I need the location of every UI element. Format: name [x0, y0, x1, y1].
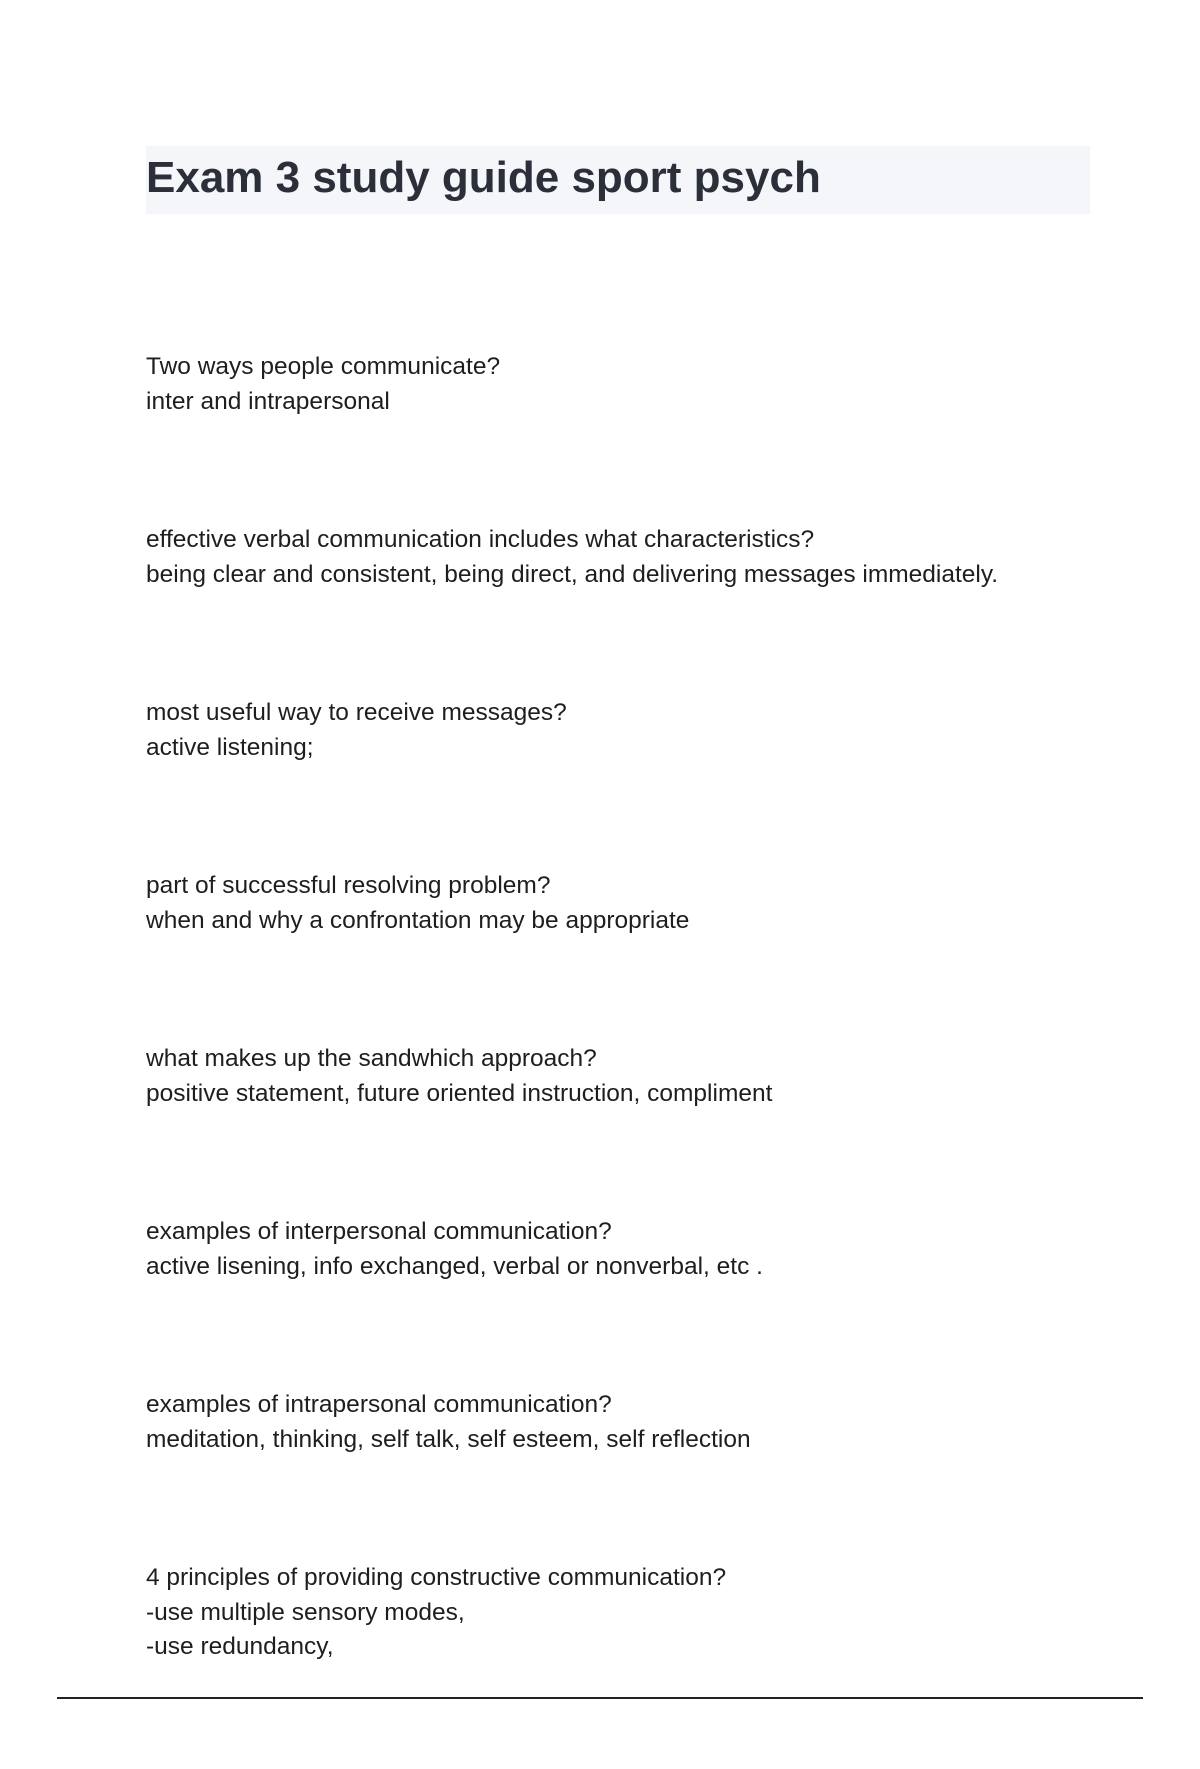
question-text: examples of intrapersonal communication?: [146, 1391, 612, 1418]
qa-item: [146, 1388, 1106, 1457]
question-text: what makes up the sandwhich approach?: [146, 1045, 597, 1072]
answer-text: -use redundancy,: [146, 1633, 334, 1660]
question-text: effective verbal communication includes what characteristics?: [146, 526, 815, 553]
question-text: 4 principles of providing constructive communication?: [146, 1564, 727, 1591]
title-banner: [146, 146, 1090, 214]
qa-item: [146, 523, 1106, 592]
page-title: Exam 3 study guide sport psych: [146, 153, 821, 202]
answer-text: -use multiple sensory modes,: [146, 1598, 465, 1626]
answer-text: being clear and consistent, being direct, and delivering messages immediately.: [146, 560, 999, 588]
question-text: part of successful resolving problem?: [146, 872, 551, 899]
question-text: examples of interpersonal communication?: [146, 1218, 612, 1245]
question-text: Two ways people communicate?: [146, 353, 501, 380]
question-text: most useful way to receive messages?: [146, 699, 567, 726]
answer-text: active listening;: [146, 733, 314, 761]
qa-item: [146, 1561, 1106, 1665]
qa-item: [146, 350, 1106, 419]
answer-text: meditation, thinking, self talk, self esteem, self reflection: [146, 1425, 751, 1453]
qa-item: [146, 1215, 1106, 1284]
footer-divider: [57, 1697, 1143, 1699]
answer-text: active lisening, info exchanged, verbal or nonverbal, etc .: [146, 1252, 763, 1280]
qa-item: [146, 869, 1106, 938]
qa-item: [146, 1042, 1106, 1111]
answer-text: positive statement, future oriented instruction, compliment: [146, 1079, 773, 1107]
qa-item: [146, 696, 1106, 765]
answer-text: inter and intrapersonal: [146, 387, 390, 415]
qa-list: [146, 350, 1106, 1769]
answer-text: when and why a confrontation may be appropriate: [146, 906, 690, 934]
